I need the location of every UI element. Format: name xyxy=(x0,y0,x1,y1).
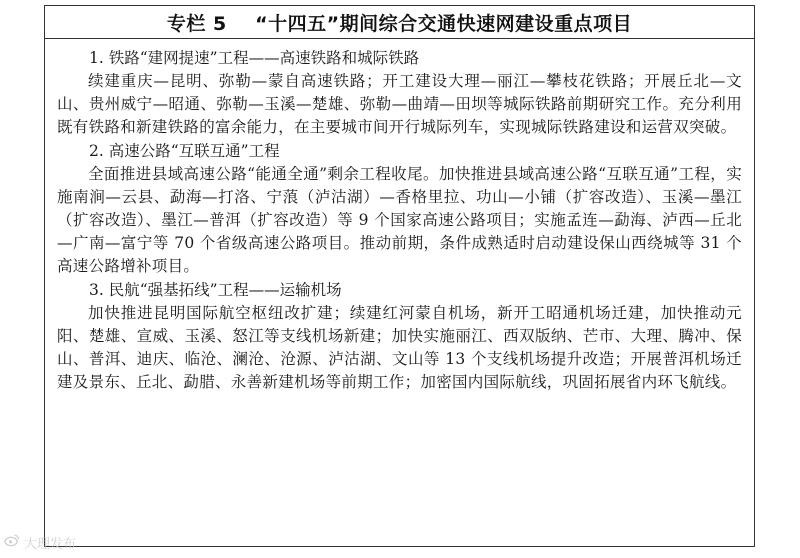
watermark-text: 大理发布 xyxy=(24,536,77,552)
section-railway xyxy=(57,47,742,140)
section-heading: 2. 高速公路“互联互通”工程 xyxy=(89,141,280,160)
section-paragraph: 加快推进昆明国际航空枢纽改扩建；续建红河蒙自机场，新开工昭通机场迁建，加快推动元阳、楚雄、宣威、玉溪、怒江等支线机场新建；加快实施丽江、西双版纳、芒市、大理、腾冲、保山、普洱、迪庆、临沧、澜沧、沧源、泸沽湖、文山等 13 个支线机场提升改造；开展普洱机场迁建及景东、丘北、勐腊、永善新建机场等前期工作；加密国内国际航线，巩固拓展省内环飞航线。 xyxy=(57,303,742,392)
project-panel xyxy=(44,5,755,547)
section-paragraph: 全面推进县域高速公路“能通全通”剩余工程收尾。加快推进县域高速公路“互联互通”工程，实施南涧—云县、勐海—打洛、宁蒗（泸沽湖）—香格里拉、功山—小铺（扩容改造）、玉溪—墨江（扩容改造）、墨江—普洱（扩容改造）等 9 个国家高速公路项目；实施孟连—勐海、泸西—丘北—广南—富宁等 70 个省级高速公路项目。推动前期，条件成熟适时启动建设保山西绕城等 31 个高速公路增补项目。 xyxy=(57,164,742,276)
panel-body xyxy=(45,39,754,394)
section-aviation xyxy=(57,279,742,395)
section-heading: 1. 铁路“建网提速”工程——高速铁路和城际铁路 xyxy=(89,49,420,67)
weibo-logo-icon xyxy=(4,532,20,552)
section-paragraph: 续建重庆—昆明、弥勒—蒙自高速铁路；开工建设大理—丽江—攀枝花铁路；开展丘北—文山、贵州威宁—昭通、弥勒—玉溪—楚雄、弥勒—曲靖—田坝等城际铁路前期研究工作。充分利用既有铁路和新建铁路的富余能力，在主要城市间开行城际列车，实现城际铁路建设和运营双突破。 xyxy=(57,72,742,137)
section-heading: 3. 民航“强基拓线”工程——运输机场 xyxy=(89,280,342,299)
panel-title: 专栏 5 “十四五”期间综合交通快速网建设重点项目 xyxy=(166,12,633,35)
watermark xyxy=(4,532,76,552)
panel-header xyxy=(45,6,754,39)
section-highway xyxy=(57,140,742,279)
